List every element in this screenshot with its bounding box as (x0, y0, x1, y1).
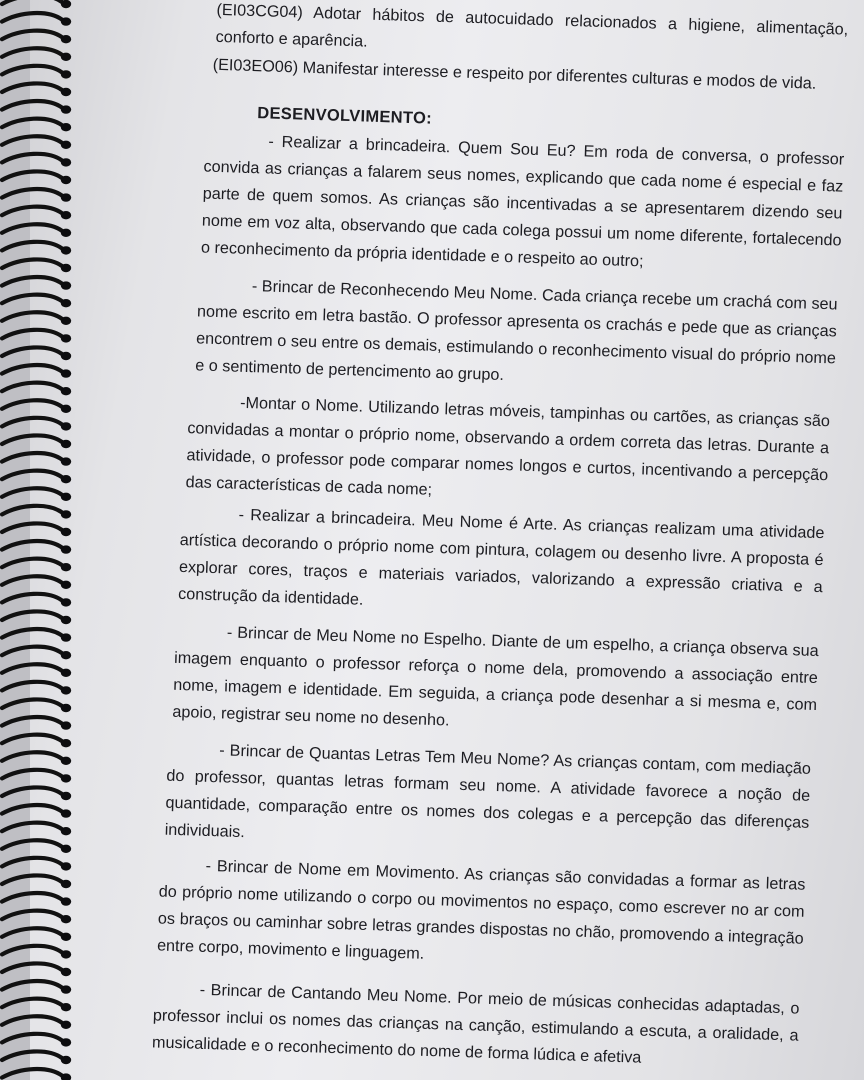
activity-paragraph: - Realizar a brincadeira. Meu Nome é Arte. As crianças realizam uma atividade artística decorando o próprio nome com pintura, colagem ou desenho livre. A proposta é explorar cores, traços e materiais variados, valorizando a expressão criativa e a construção da identidade. (177, 505, 825, 609)
activity-paragraph: - Brincar de Quantas Letras Tem Meu Nome? As crianças contam, com mediação do professor, quantas letras formam seu nome. A atividade favorece a noção de quantidade, comparação entre os nomes dos colegas e a percepção das diferenças individuais. (164, 741, 812, 842)
objective-item: (EI03CG04) Adotar hábitos de autocuidado relacionados a higiene, alimentação, conforto e aparência. (215, 0, 849, 51)
activity-paragraph: - Brincar de Nome em Movimento. As crianças são convidadas a formar as letras do próprio nome utilizando o corpo ou movimentos no espaço, como escrever no ar com os braços ou caminhar sobre letras grandes dispostas no chão, promovendo a integração entre corpo, movimento e linguagem. (156, 856, 806, 963)
section-heading: DESENVOLVIMENTO: (257, 104, 433, 128)
activity-paragraph: -Montar o Nome. Utilizando letras móveis, tampinhas ou cartões, as crianças são convidadas a montar o próprio nome, observando a ordem correta das letras. Durante a atividade, o professor pode comparar nomes longos e curtos, incentivando a percepção das características de cada nome; (185, 393, 831, 499)
activity-paragraph: - Brincar de Reconhecendo Meu Nome. Cada criança recebe um crachá com seu nome escrito em letra bastão. O professor apresenta os crachás e pede que as crianças encontrem o seu entre os demais, estimulando o reconhecimento visual do próprio nome e o sentimento de pertencimento ao grupo. (195, 277, 838, 385)
objective-item: (EI03EO06) Manifestar interesse e respeito por diferentes culturas e modos de vida. (212, 55, 817, 93)
activity-paragraph: - Brincar de Cantando Meu Nome. Por meio de músicas conhecidas adaptadas, o professor inclui os nomes das crianças na canção, estimulando a escuta, a oralidade, a musicalidade e o reconhecimento do nome de forma lúdica e afetiva (151, 980, 800, 1067)
activity-paragraph: - Realizar a brincadeira. Quem Sou Eu? Em roda de conversa, o professor convida as crianças a falarem seus nomes, explicando que cada nome é especial e faz parte de quem somos. As crianças são incentivadas a se apresentarem dizendo seu nome em voz alta, observando que cada colega possui um nome diferente, fortalecendo o reconhecimento da própria identidade e o respeito ao outro; (200, 132, 845, 271)
activity-paragraph: - Brincar de Meu Nome no Espelho. Diante de um espelho, a criança observa sua imagem enquanto o professor reforça o nome dela, promovendo a associação entre nome, imagem e identidade. Em seguida, a criança pode desenhar a si mesma e, com apoio, registrar seu nome no desenho. (172, 623, 819, 730)
